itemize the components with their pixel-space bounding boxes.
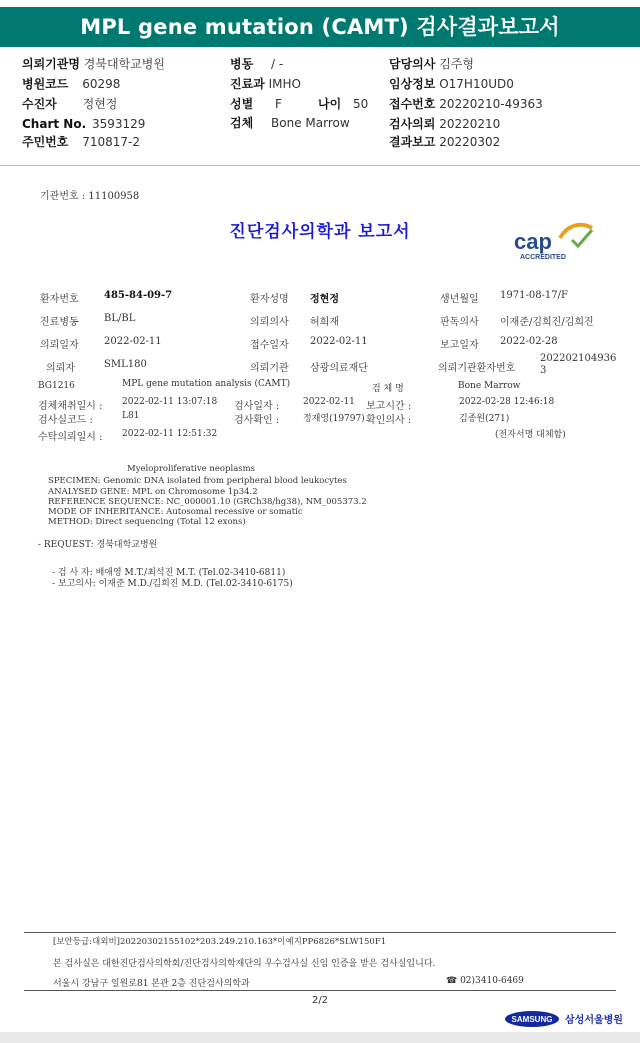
phone-text: ☎ 02)3410-6469 xyxy=(446,976,524,986)
patno-value: 485-84-09-7 xyxy=(104,290,173,301)
labcode-value: L81 xyxy=(122,411,140,421)
cap-check-icon xyxy=(572,230,592,246)
specimen-label: 검체 xyxy=(230,116,254,130)
cap-logo-text: cap xyxy=(514,229,552,254)
specimen-row xyxy=(230,115,350,131)
repdate-label: 보고일자 xyxy=(440,340,479,351)
chart-label: Chart No. xyxy=(22,117,87,131)
hospital-row xyxy=(22,56,165,72)
hospital-value: 경북대학교병원 xyxy=(83,57,165,71)
result-line: Myeloproliferative neoplasms xyxy=(127,464,256,474)
ward-label: 병동 xyxy=(230,57,254,71)
sex-value: F xyxy=(275,97,282,111)
test-specimen-label: 검 체 명 xyxy=(372,384,404,394)
dept-label: 진료과 xyxy=(230,77,265,91)
result-line: METHOD: Direct sequencing (Total 12 exons) xyxy=(48,517,246,527)
reqdoc-label: 의뢰의사 xyxy=(250,317,289,328)
security-line: [보안등급:대외비]20220302155102*203.249.210.163*이예지PP6826*SLW150F1 xyxy=(53,937,387,947)
reqby-label: 의뢰자 xyxy=(46,363,75,374)
patno-label: 환자번호 xyxy=(40,294,79,305)
test-specimen-value: Bone Marrow xyxy=(458,381,521,391)
testdate-value: 2022-02-11 xyxy=(303,397,355,407)
footer-divider xyxy=(24,932,616,933)
clinical-row xyxy=(389,76,514,92)
code-row xyxy=(22,76,120,92)
confirm-value: 정재영(19797) xyxy=(303,414,365,424)
samsung-hospital-text: 삼성서울병원 xyxy=(565,1015,623,1026)
instpat-value-line1: 202202104936 xyxy=(540,353,617,364)
top-margin xyxy=(0,0,640,6)
reqinst-label: 의뢰기관 xyxy=(250,363,289,374)
sex-row xyxy=(230,96,282,112)
labcode-label: 검사실코드 : xyxy=(38,415,93,426)
instpat-value-line2: 3 xyxy=(540,365,547,376)
receipt-row xyxy=(389,96,543,112)
institution-number: 기관번호 : 11100958 xyxy=(40,191,140,202)
result-line: SPECIMEN: Genomic DNA isolated from peripheral blood leukocytes xyxy=(48,476,347,486)
instpat-label: 의뢰기관환자번호 xyxy=(438,363,516,374)
ward-row xyxy=(230,56,283,72)
consign-label: 수탁의뢰일시 : xyxy=(38,432,103,443)
code-label: 병원코드 xyxy=(22,77,69,91)
request-value: 20220210 xyxy=(439,117,501,131)
clinical-label: 임상정보 xyxy=(389,77,436,91)
test-code: BG1216 xyxy=(38,381,75,391)
bottom-strip xyxy=(0,1032,640,1043)
dob-label: 생년월일 xyxy=(440,294,479,305)
ward-info-value: BL/BL xyxy=(104,313,136,324)
recdate-label: 접수일자 xyxy=(250,340,289,351)
page-number: 2/2 xyxy=(311,995,329,1006)
name-value: 정현정 xyxy=(310,294,339,305)
request-label: 검사의뢰 xyxy=(389,117,436,131)
repdate-value: 2022-02-28 xyxy=(500,336,558,347)
samsung-hospital-logo xyxy=(505,1010,623,1028)
specimen-value: Bone Marrow xyxy=(271,116,350,130)
dept-row xyxy=(230,76,301,92)
patient-row xyxy=(22,96,117,112)
confirm-label: 검사확인 : xyxy=(234,415,280,426)
patient-label: 수진자 xyxy=(22,97,57,111)
result-line: REFERENCE SEQUENCE: NC_000001.10 (GRCh38/hg38), NM_005373.2 xyxy=(48,497,367,507)
request-row xyxy=(389,116,500,132)
hospital-label: 의뢰기관명 xyxy=(22,57,80,71)
cap-accredited-logo xyxy=(512,222,597,262)
clinical-value: O17H10UD0 xyxy=(439,77,514,91)
chart-value: 3593129 xyxy=(91,117,146,131)
resident-label: 주민번호 xyxy=(22,135,69,149)
name-label: 환자성명 xyxy=(250,294,289,305)
age-label: 나이 xyxy=(318,97,342,111)
result-line: ANALYSED GENE: MPL on Chromosome 1p34.2 xyxy=(48,487,258,497)
receipt-label: 접수번호 xyxy=(389,97,436,111)
testdate-label: 검사일자 : xyxy=(234,401,280,412)
reqby-value: SML180 xyxy=(104,359,147,370)
dept-value: IMHO xyxy=(268,77,301,91)
report-title: 진단검사의학과 보고서 xyxy=(229,222,411,242)
ward-value: / - xyxy=(271,57,284,71)
footer-divider-bottom xyxy=(24,990,616,991)
ward-info-label: 진료병동 xyxy=(40,317,79,328)
staff-line: - 검 사 자: 배애영 M.T./최석진 M.T. (Tel.02-3410-6811) xyxy=(52,568,286,578)
result-line: MODE OF INHERITANCE: Autosomal recessive or somatic xyxy=(48,507,303,517)
collect-label: 검체채취일시 : xyxy=(38,401,103,412)
doctor-value: 김주형 xyxy=(439,57,474,71)
reporttime-value: 2022-02-28 12:46:18 xyxy=(459,397,555,407)
resident-row xyxy=(22,134,140,150)
address-text: 서울시 강남구 일원로81 본관 2층 진단검사의학과 xyxy=(53,979,250,989)
recdate-value: 2022-02-11 xyxy=(310,336,368,347)
confdoc-value: 김종원(271) xyxy=(459,414,510,424)
chart-row xyxy=(22,116,145,132)
reqdate-value: 2022-02-11 xyxy=(104,336,162,347)
report-header-title: MPL gene mutation (CAMT) 검사결과보고서 xyxy=(0,7,640,47)
request-line: - REQUEST: 경북대학교병원 xyxy=(38,540,158,550)
doctor-label: 담당의사 xyxy=(389,57,436,71)
collect-value: 2022-02-11 13:07:18 xyxy=(122,397,218,407)
age-row xyxy=(318,96,368,112)
resident-value: 710817-2 xyxy=(82,135,140,149)
staff-line: - 보고의사: 이재준 M.D./김희진 M.D. (Tel.02-3410-6175) xyxy=(52,579,293,589)
cap-logo-subtext: ACCREDITED xyxy=(520,254,566,261)
test-name: MPL gene mutation analysis (CAMT) xyxy=(122,379,291,389)
receipt-value: 20220210-49363 xyxy=(439,97,543,111)
readdoc-label: 판독의사 xyxy=(440,317,479,328)
patient-value: 정현정 xyxy=(82,97,118,111)
reqdoc-value: 허희재 xyxy=(310,317,339,328)
readdoc-value: 이재준/김희진/김희진 xyxy=(500,317,594,328)
dob-value: 1971-08-17/F xyxy=(500,290,568,301)
signature-note: (전자서명 대체함) xyxy=(495,430,566,440)
code-value: 60298 xyxy=(82,77,121,91)
report-value: 20220302 xyxy=(439,135,501,149)
confdoc-label: 확인의사 : xyxy=(366,415,412,426)
sex-label: 성별 xyxy=(230,97,254,111)
reqdate-label: 의뢰일자 xyxy=(40,340,79,351)
reporttime-label: 보고시간 : xyxy=(366,401,412,412)
samsung-brand-text: SAMSUNG xyxy=(511,1015,553,1024)
report-row xyxy=(389,134,500,150)
consign-value: 2022-02-11 12:51:32 xyxy=(122,429,218,439)
age-value: 50 xyxy=(353,97,369,111)
report-label: 결과보고 xyxy=(389,135,436,149)
reqinst-value: 삼광의료재단 xyxy=(310,363,368,374)
certification-text: 본 검사실은 대한진단검사의학회/진단검사의학재단의 우수검사실 신임 인증을 받은 검사실입니다. xyxy=(53,959,436,969)
doctor-row xyxy=(389,56,474,72)
